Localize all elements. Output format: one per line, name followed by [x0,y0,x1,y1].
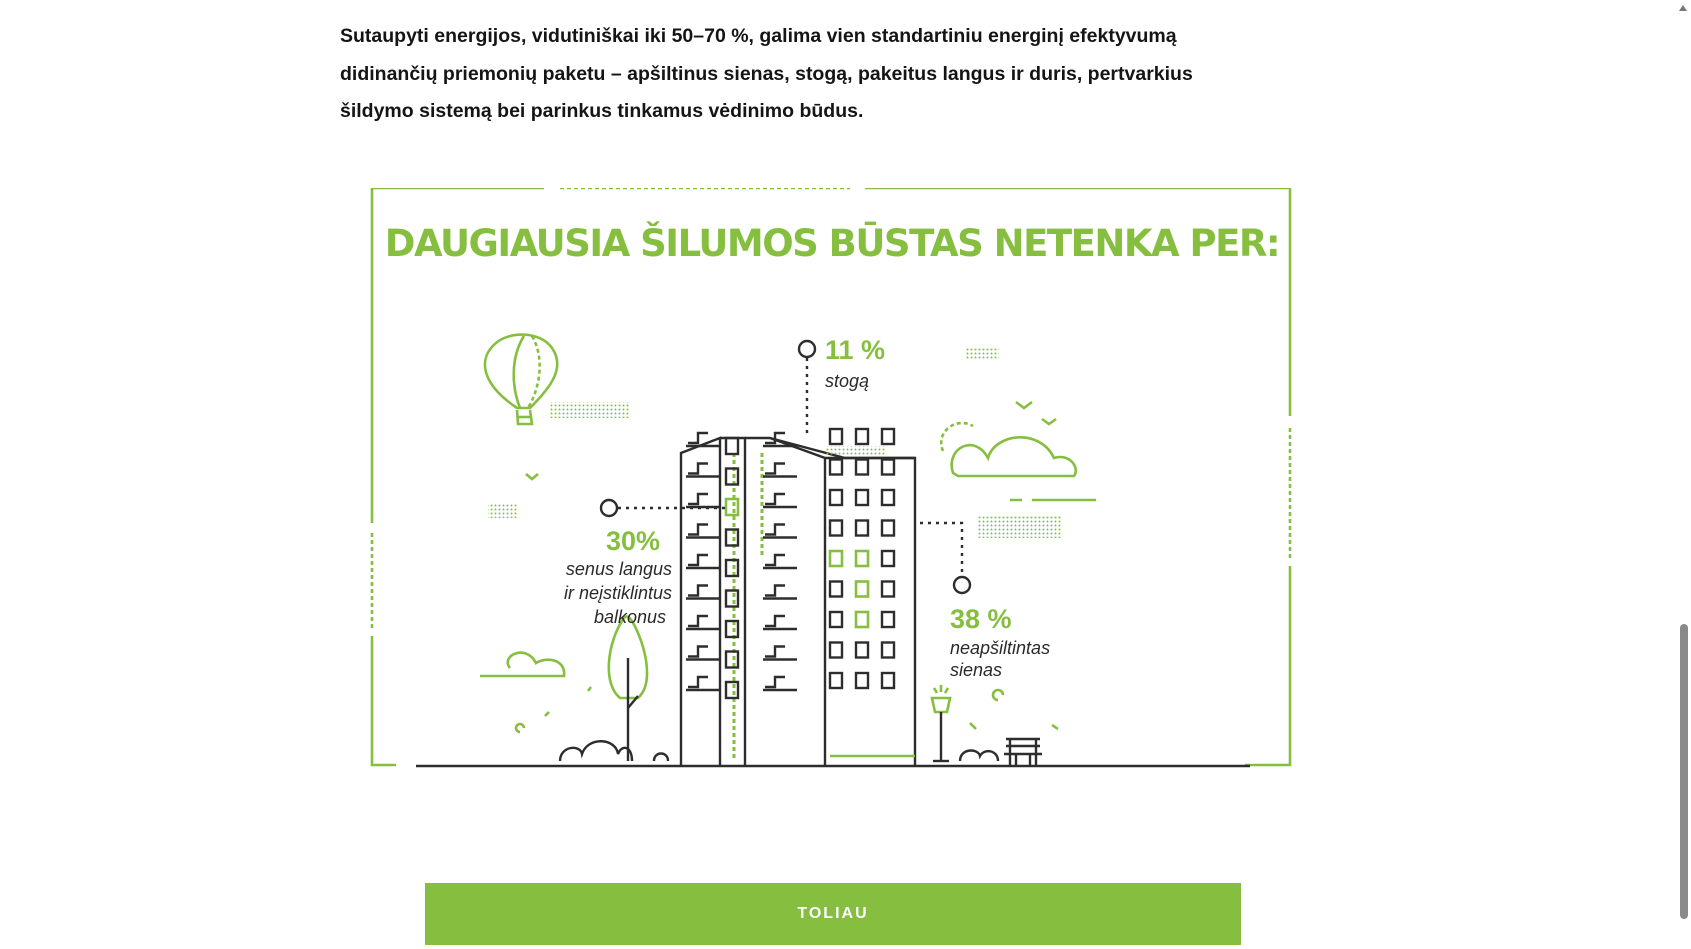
walls-percent: 38 % [950,604,1012,634]
dotted-cloud [965,348,999,360]
windows-label-line-3: balkonus [593,607,666,627]
roof-label: stogą [825,371,870,391]
windows-label-line-1: senus langus [565,559,672,579]
bush-icon [560,741,632,761]
dotted-cloud [978,516,1062,538]
building-windows [686,429,894,698]
roof-percent: 11 % [825,335,886,365]
windows-label-line-2: ir neįstiklintus [563,583,672,603]
dotted-cloud [488,504,518,518]
tree-icon [516,617,647,762]
vertical-scrollbar[interactable] [1675,0,1691,949]
walls-label-line-2: sienas [950,660,1003,680]
apartment-building-icon [681,438,915,765]
sun-cloud-icon [941,423,1096,500]
cloud-icon [480,653,564,676]
scrollbar-thumb[interactable] [1680,624,1688,919]
heat-loss-infographic [370,188,1295,793]
dotted-cloud [550,402,630,418]
windows-percent: 30% [605,526,660,556]
triangle-up-icon[interactable] [1678,2,1688,14]
bird-icon [526,474,538,479]
intro-paragraph: Sutaupyti energijos, vidutiniškai iki 50–70 %, galima vien standartiniu energinį efektyvumą didinančių priemonių paketu – apšiltinus sienas, stogą, pakeitus langus ir duris, pertvarkius šildymo sistemą bei parinkus tinkamus vėdinimo būdus. [340,25,1193,122]
bush-icon [654,754,668,762]
bush-icon [960,751,998,761]
bench-icon [1004,739,1042,766]
walls-callout [920,523,1050,680]
infographic-title: DAUGIAUSIA ŠILUMOS BŪSTAS NETENKA PER: [384,222,1280,265]
windows-callout [564,500,730,627]
hot-air-balloon-icon [485,335,557,424]
leaves-icon [970,690,1058,729]
bird-icon [1042,419,1056,424]
bird-icon [1016,402,1032,408]
roof-callout [799,335,885,438]
walls-label-line-1: neapšiltintas [950,638,1051,658]
next-button[interactable]: TOLIAU [425,883,1241,945]
street-lamp-icon [932,685,950,761]
